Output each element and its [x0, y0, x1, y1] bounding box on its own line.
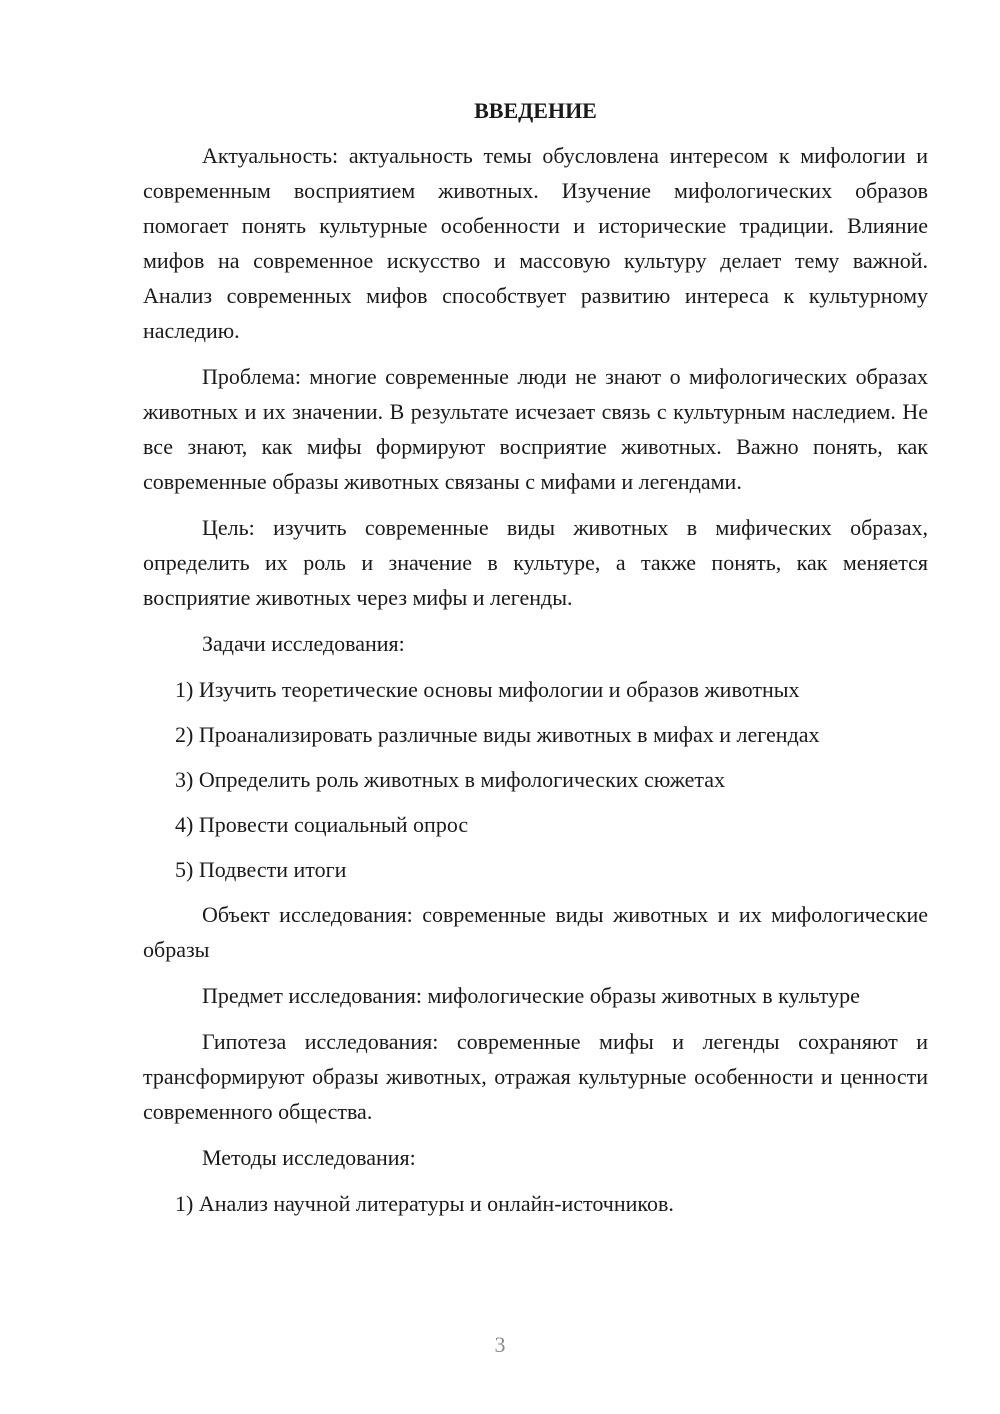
- task-item-1: 1) Изучить теоретические основы мифологии и образов животных: [175, 677, 800, 702]
- goal-paragraph: Цель: изучить современные виды животных в мифических образах, определить их роль и значение в культуре, а также понять, как меняется восприятие животных через мифы и легенды.: [143, 515, 928, 610]
- task-item-5: 5) Подвести итоги: [175, 857, 347, 882]
- hypothesis-paragraph: Гипотеза исследования: современные мифы и легенды сохраняют и трансформируют образы животных, отражая культурные особенности и ценности современного общества.: [143, 1029, 928, 1124]
- page-title: ВВЕДЕНИЕ: [474, 98, 597, 123]
- tasks-heading: Задачи исследования:: [202, 631, 405, 656]
- relevance-paragraph: Актуальность: актуальность темы обусловлена интересом к мифологии и современным восприятием животных. Изучение мифологических образов помогает понять культурные особенности и исторические традиции. Влияние мифов на современное искусство и массовую культуру делает тему важной. Анализ современных мифов способствует развитию интереса к культурному наследию.: [143, 143, 928, 343]
- subject-paragraph: Предмет исследования: мифологические образы животных в культуре: [202, 983, 860, 1008]
- methods-heading: Методы исследования:: [202, 1145, 416, 1170]
- document-page: [143, 94, 928, 1231]
- problem-paragraph: Проблема: многие современные люди не знают о мифологических образах животных и их значении. В результате исчезает связь с культурным наследием. Не все знают, как мифы формируют восприятие животных. Важно понять, как современные образы животных связаны с мифами и легендами.: [143, 364, 928, 494]
- page-number: 3: [494, 1332, 506, 1357]
- method-item-1: 1) Анализ научной литературы и онлайн-источников.: [175, 1191, 674, 1216]
- object-paragraph: Объект исследования: современные виды животных и их мифологические образы: [143, 902, 928, 962]
- task-item-3: 3) Определить роль животных в мифологических сюжетах: [175, 767, 726, 792]
- task-item-2: 2) Проанализировать различные виды животных в мифах и легендах: [175, 722, 820, 747]
- task-item-4: 4) Провести социальный опрос: [175, 812, 469, 837]
